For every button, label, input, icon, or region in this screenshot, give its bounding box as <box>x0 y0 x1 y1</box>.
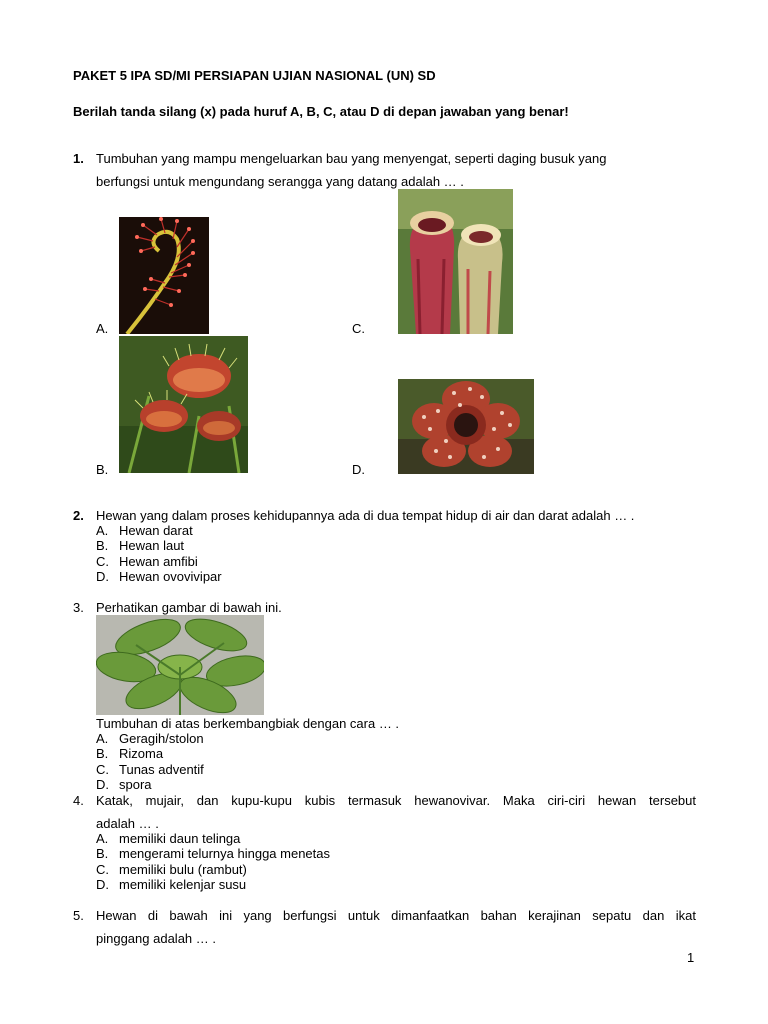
question-5-text-line2: pinggang adalah … . <box>96 931 216 946</box>
venus-flytrap-image <box>119 336 248 473</box>
pitcher-plant-image <box>398 189 513 334</box>
question-1-text-line1: Tumbuhan yang mampu mengeluarkan bau yang menyengat, seperti daging busuk yang <box>96 151 607 166</box>
rafflesia-flower-image <box>398 379 534 474</box>
question-5-number: 5. <box>73 908 84 923</box>
option-4d-text: memiliki kelenjar susu <box>119 877 247 892</box>
option-3b-text: Rizoma <box>119 746 164 761</box>
option-1d-letter: D. <box>352 462 365 477</box>
question-3-question: Tumbuhan di atas berkembangbiak dengan cara … . <box>96 716 400 731</box>
option-2c-letter: C. <box>96 554 109 569</box>
question-4-text-line1: Katak, mujair, dan kupu-kupu kubis termasuk hewanovivar. Maka ciri-ciri hewan tersebut <box>96 793 696 808</box>
option-4d-letter: D. <box>96 877 109 892</box>
question-1-text-line2: berfungsi untuk mengundang serangga yang datang adalah … . <box>96 174 464 189</box>
option-4b-letter: B. <box>96 846 109 861</box>
question-5-text-line1: Hewan di bawah ini yang berfungsi untuk dimanfaatkan bahan kerajinan sepatu dan ikat <box>96 908 696 923</box>
instruction-text: Berilah tanda silang (x) pada huruf A, B, C, atau D di depan jawaban yang benar! <box>73 104 569 119</box>
option-3d-text: spora <box>119 777 152 792</box>
question-3-number: 3. <box>73 600 84 615</box>
document-title: PAKET 5 IPA SD/MI PERSIAPAN UJIAN NASIONAL (UN) SD <box>73 68 436 83</box>
option-4a-letter: A. <box>96 831 109 846</box>
option-4b-text: mengerami telurnya hingga menetas <box>119 846 331 861</box>
page-number: 1 <box>687 950 695 965</box>
option-3c-letter: C. <box>96 762 109 777</box>
option-2a-text: Hewan darat <box>119 523 193 538</box>
option-4c-letter: C. <box>96 862 109 877</box>
option-2d-letter: D. <box>96 569 109 584</box>
option-4a-text: memiliki daun telinga <box>119 831 241 846</box>
option-1c-letter: C. <box>352 321 365 336</box>
option-3d-letter: D. <box>96 777 109 792</box>
option-1a-letter: A. <box>96 321 109 336</box>
question-2-text: Hewan yang dalam proses kehidupannya ada di dua tempat hidup di air dan darat adalah … . <box>96 508 635 523</box>
option-2d-text: Hewan ovovivipar <box>119 569 222 584</box>
option-2c-text: Hewan amfibi <box>119 554 198 569</box>
question-4-text-line2: adalah … . <box>96 816 159 831</box>
option-2b-text: Hewan laut <box>119 538 185 553</box>
option-1b-letter: B. <box>96 462 109 477</box>
question-1-number: 1. <box>73 151 84 166</box>
option-4c-text: memiliki bulu (rambut) <box>119 862 247 877</box>
sundew-plant-image <box>119 217 209 334</box>
option-3a-letter: A. <box>96 731 109 746</box>
cocor-bebek-leaves-image <box>96 615 264 715</box>
option-2a-letter: A. <box>96 523 109 538</box>
option-3b-letter: B. <box>96 746 109 761</box>
question-3-text: Perhatikan gambar di bawah ini. <box>96 600 282 615</box>
option-3a-text: Geragih/stolon <box>119 731 204 746</box>
question-4-number: 4. <box>73 793 84 808</box>
question-2-number: 2. <box>73 508 84 523</box>
option-3c-text: Tunas adventif <box>119 762 204 777</box>
option-2b-letter: B. <box>96 538 109 553</box>
